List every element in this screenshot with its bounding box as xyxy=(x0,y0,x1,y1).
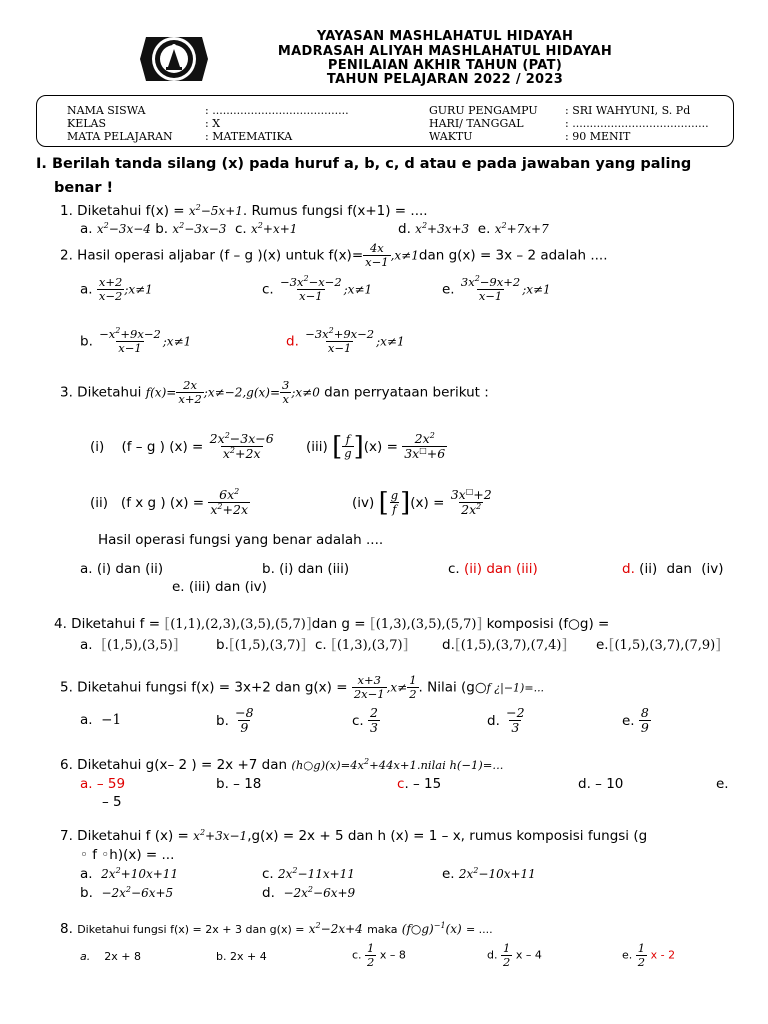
question-8: 8. Diketahui fungsi f(x) = 2x + 3 dan $g(x) = x^2-2x+4$ maka (f○g)$^{-1}$(x) = .... xyxy=(60,921,493,937)
q4-option-e: e.[(1,5),(3,7),(7,9)] xyxy=(596,635,722,653)
q6-option-e-letter: e. xyxy=(716,776,729,792)
q3-option-b: b. (i) dan (iii) xyxy=(262,561,350,577)
hari-label: HARI/ TANGGAL xyxy=(429,117,524,130)
q2-option-d: d. $\frac{-3x^2+9x-2}{x-1}$ ;x≠1 xyxy=(286,326,405,356)
hari-value: : ....................................... xyxy=(565,117,709,130)
q6-option-b: b. – 18 xyxy=(216,776,262,792)
q6-option-a: a. – 59 xyxy=(80,776,126,792)
q8-option-e: e. $\frac{1}{2}$ x - 2 xyxy=(622,941,676,970)
q3-option-a: a. (i) dan (ii) xyxy=(80,561,164,577)
q2-option-a: a. $\frac{x+2}{x-2}$ ;x≠1 xyxy=(80,275,153,304)
q3-option-c: c. (ii) dan (iii) xyxy=(448,561,538,577)
q1-options-de: d. $x^2+3x+3$ e. $x^2+7x+7$ xyxy=(398,221,549,237)
q5-option-a: a. −1 xyxy=(80,712,122,728)
q8-option-a: a. 2x + 8 xyxy=(80,950,141,963)
q7-option-a: a. $2x^2+10x+11$ xyxy=(80,866,179,882)
waktu-label: WAKTU xyxy=(429,130,473,143)
question-5: 5. Diketahui fungsi f(x) = 3x+2 dan g(x) = $\frac{x+3}{2x-1}$ ,x≠ $\frac{1}{2}$ . Nilai (g○f ¿|−1)=... xyxy=(60,673,545,702)
statement-iii: (iii) [ $\frac{f}{g}$ ](x) = $\frac{2x^2}{3x^□+6}$ xyxy=(306,430,446,462)
q2-option-b: b. $\frac{-x^2+9x-2}{x-1}$ ;x≠1 xyxy=(80,326,192,356)
q5-option-b: b. $\frac{-8}{9}$ xyxy=(216,705,254,736)
question-6: 6. Diketahui g(x– 2 ) = 2x +7 dan $(h○g)(x)=4x^2+44x+1.nilai$ h(−1)=... xyxy=(60,757,504,773)
question-1: 1. Diketahui $f(x) = x^2-5x+1$. Rumus fungsi f(x+1) = .... xyxy=(60,203,428,219)
q4-option-d: d.[(1,5),(3,7),(7,4)] xyxy=(442,635,568,653)
statement-ii: (ii) (f x g ) (x) = $\frac{6x^2}{x^2+2x}$ xyxy=(90,486,248,518)
q7-option-d: d. $-2x^2-6x+9$ xyxy=(262,885,356,901)
instruction-line2: benar ! xyxy=(54,180,114,196)
academic-year: TAHUN PELAJARAN 2022 / 2023 xyxy=(326,72,564,87)
statement-i: (i) (f – g ) (x) = $\frac{2x^2-3x-6}{x^2+2x}$ xyxy=(90,430,274,462)
statement-iv: (iv) [ $\frac{g}{f}$ ](x) = $\frac{3x^□+2}{2x^2}$ xyxy=(352,486,492,518)
q8-option-d: d. $\frac{1}{2}$ x – 4 xyxy=(487,941,542,970)
nama-value: : ....................................... xyxy=(205,104,349,117)
q2-option-e: e. $\frac{3x^2-9x+2}{x-1}$ ;x≠1 xyxy=(442,274,551,304)
q3-option-e: e. (iii) dan (iv) xyxy=(172,579,267,595)
waktu-value: : 90 MENIT xyxy=(565,130,631,143)
q6-option-e-value: – 5 xyxy=(102,794,122,810)
q7-option-b: b. $-2x^2-6x+5$ xyxy=(80,885,174,901)
q8-option-b: b. 2x + 4 xyxy=(216,950,267,963)
nama-label: NAMA SISWA xyxy=(67,104,146,117)
q7-option-e: e. $2x^2-10x+11$ xyxy=(442,866,536,882)
instruction-line1: I. Berilah tanda silang (x) pada huruf a, b, c, d atau e pada jawaban yang paling xyxy=(36,156,692,172)
question-7-line2: ◦ f ◦h)(x) = ... xyxy=(80,847,175,863)
q5-option-c: c. $\frac{2}{3}$ xyxy=(352,705,378,736)
guru-label: GURU PENGAMPU xyxy=(429,104,538,117)
q5-option-e: e. $\frac{8}{9}$ xyxy=(622,705,649,736)
mapel-label: MATA PELAJARAN xyxy=(67,130,173,143)
mapel-value: : MATEMATIKA xyxy=(205,130,293,143)
q4-option-b: b.[(1,5),(3,7)] c. [(1,3),(3,7)] xyxy=(216,635,409,653)
q6-option-c: c. – 15 xyxy=(397,776,442,792)
q4-options: a. [(1,5),(3,5)] xyxy=(80,635,179,653)
question-3: 3. Diketahui f(x)= $\frac{2x}{x+2}$ ;x≠−2,g(x)= $\frac{3}{x}$ ;x≠0 dan perryataan berikut : xyxy=(60,378,489,407)
kelas-value: : X xyxy=(205,117,221,130)
guru-value: : SRI WAHYUNI, S. Pd xyxy=(565,104,691,117)
q6-option-d: d. – 10 xyxy=(578,776,624,792)
school-name: MADRASAH ALIYAH MASHLAHATUL HIDAYAH xyxy=(277,44,613,59)
exam-name: PENILAIAN AKHIR TAHUN (PAT) xyxy=(327,58,563,73)
q3-question: Hasil operasi fungsi yang benar adalah .... xyxy=(98,532,384,548)
q8-option-c: c. $\frac{1}{2}$ x – 8 xyxy=(352,941,406,970)
q3-option-d: d. (ii) dan (iv) xyxy=(622,561,724,577)
question-4: 4. Diketahui f = [(1,1),(2,3),(3,5),(5,7)]dan g = [(1,3),(3,5),(5,7)] komposisi (f○g) = xyxy=(54,614,610,632)
q7-option-c: c. $2x^2-11x+11$ xyxy=(262,866,355,882)
question-7: 7. Diketahui f $(x) = x^2+3x-1,g(x) = 2x + 5$ dan h (x) = 1 – x, rumus komposisi fungsi (g xyxy=(60,828,648,844)
kelas-label: KELAS xyxy=(67,117,107,130)
institution-name: YAYASAN MASHLAHATUL HIDAYAH xyxy=(316,29,574,44)
q5-option-d: d. $\frac{-2}{3}$ xyxy=(487,705,525,736)
question-2: 2. Hasil operasi aljabar (f – g )(x) untuk f(x)= $\frac{4x}{x-1}$ ,x≠1dan g(x) = 3x – 2 adalah .... xyxy=(60,241,608,270)
q1-options: a. $x^2-3x-4$ b. $x^2-3x-3$ c. $x^2+x+1$ xyxy=(80,221,298,237)
q2-option-c: c. $\frac{-3x^2-x-2}{x-1}$ ;x≠1 xyxy=(262,274,373,304)
student-info-box xyxy=(36,95,734,147)
